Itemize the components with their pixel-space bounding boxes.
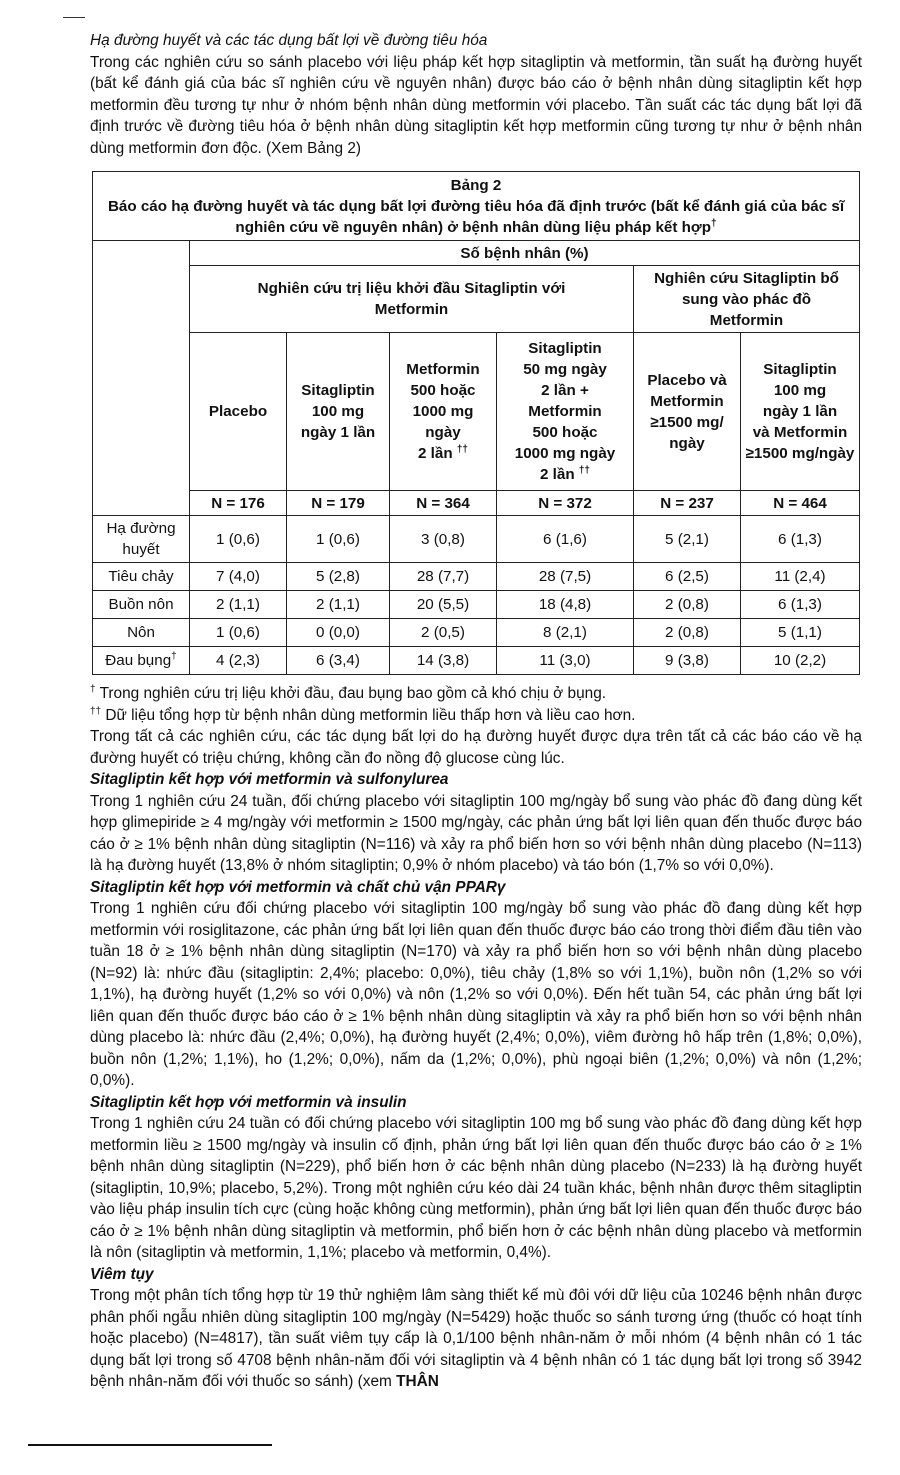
table-title: Bảng 2 — [450, 176, 502, 194]
arm-line: 100 mg — [311, 403, 365, 420]
table-cell: 1 (0,6) — [190, 619, 287, 647]
row-label: Tiêu chảy — [93, 563, 190, 591]
table-caption-cell — [93, 172, 860, 241]
footnote-text: Dữ liệu tổng hợp từ bệnh nhân dùng metformin liều thấp hơn và liều cao hơn. — [105, 706, 636, 724]
table-cell: 8 (2,1) — [497, 619, 634, 647]
table-cell: 2 (1,1) — [287, 591, 390, 619]
arm-line: 1000 mg — [412, 403, 474, 420]
arm-line: ngày 1 lần — [300, 424, 376, 441]
table-cell: 3 (0,8) — [390, 516, 497, 563]
row-label: Buồn nôn — [93, 591, 190, 619]
table-cell: 5 (1,1) — [741, 619, 860, 647]
table-cell: 11 (2,4) — [741, 563, 860, 591]
section-heading: Viêm tụy — [90, 1265, 154, 1283]
table-caption — [96, 196, 856, 238]
caption-mark: † — [711, 217, 717, 229]
footnote-2 — [90, 705, 862, 727]
table-cell: 10 (2,2) — [741, 647, 860, 675]
table-cell: 2 (0,8) — [634, 619, 741, 647]
n-value: N = 176 — [190, 491, 287, 516]
table-cell: 2 (0,8) — [634, 591, 741, 619]
arm-line: ngày — [425, 424, 461, 441]
arm-line: 500 hoặc — [532, 424, 598, 441]
arm-line-with-mark — [500, 464, 630, 485]
table-cell: 6 (2,5) — [634, 563, 741, 591]
arm-line: Sitagliptin — [528, 340, 602, 357]
arm-line: Placebo — [208, 403, 268, 420]
table-cell: 9 (3,8) — [634, 647, 741, 675]
arm-mark: †† — [578, 464, 590, 476]
row-label-cell — [93, 647, 190, 675]
arm-header — [287, 333, 390, 491]
table-row — [93, 647, 860, 675]
table-cell: 20 (5,5) — [390, 591, 497, 619]
arm-line: ≥1500 mg/ngày — [745, 445, 855, 462]
intro-block — [90, 30, 862, 159]
arm-line: Sitagliptin — [763, 361, 837, 378]
table-row — [93, 516, 860, 563]
arm-header — [190, 333, 287, 491]
table-cell: 6 (1,3) — [741, 516, 860, 563]
row-mark: † — [171, 650, 177, 662]
section-paragraph — [90, 1285, 862, 1393]
arm-line: ngày — [669, 434, 705, 452]
arm-header — [497, 333, 634, 491]
arm-line: ≥1500 mg/ — [650, 413, 724, 431]
arm-line: và Metformin — [752, 424, 848, 441]
table-2 — [92, 171, 860, 675]
arm-line: 2 lần + — [541, 382, 589, 399]
table-cell: 28 (7,5) — [497, 563, 634, 591]
arm-line: 50 mg ngày — [523, 361, 607, 378]
footnote-text: Trong nghiên cứu trị liệu khởi đầu, đau bụng bao gồm cả khó chịu ở bụng. — [99, 685, 607, 702]
table-cell: 14 (3,8) — [390, 647, 497, 675]
n-value: N = 372 — [497, 491, 634, 516]
table-cell: 6 (3,4) — [287, 647, 390, 675]
table-cell: 5 (2,8) — [287, 563, 390, 591]
table-cell: 6 (1,3) — [741, 591, 860, 619]
arm-header — [634, 333, 741, 491]
footnote-mark: † — [90, 683, 96, 695]
arm-line-with-mark — [393, 443, 493, 464]
footnote-1 — [90, 683, 862, 705]
corner-cell — [93, 241, 190, 516]
arm-line: 100 mg — [773, 382, 827, 399]
table-cell: 5 (2,1) — [634, 516, 741, 563]
bottom-rule — [28, 1444, 272, 1446]
table-caption-text: Báo cáo hạ đường huyết và tác dụng bất lợi đường tiêu hóa đã định trước (bất kể đánh giá của bác sĩ nghiên cứu về nguyên nhân) ở bệnh nhân dùng liệu pháp kết hợp — [107, 197, 845, 236]
row-label: Nôn — [93, 619, 190, 647]
section-heading: Sitagliptin kết hợp với metformin và chất chủ vận PPARγ — [90, 878, 506, 896]
footnotes — [90, 683, 862, 769]
table-cell: 7 (4,0) — [190, 563, 287, 591]
top-rule — [63, 17, 85, 18]
arm-line: 2 lần — [418, 445, 453, 462]
arm-line: Placebo và — [647, 371, 727, 389]
section-text-bold: THÂN — [396, 1373, 439, 1390]
table-cell: 6 (1,6) — [497, 516, 634, 563]
arm-line: Sitagliptin — [301, 382, 375, 399]
body-block — [90, 683, 862, 1393]
section-paragraph: Trong 1 nghiên cứu 24 tuần có đối chứng placebo với sitagliptin 100 mg bổ sung vào phác đồ đang dùng kết hợp metformin liều ≥ 1500 mg/ngày và insulin cố định, phản ứng bất lợi liên quan đến thuốc được báo cáo ở ≥ 1% bệnh nhân dùng sitagliptin (N=229), phổ biến hơn ở các bệnh nhân dùng placebo (N=233) là hạ đường huyết (sitagliptin, 10,9%; placebo, 5,2%). Trong một nghiên cứu kéo dài 24 tuần khác, bệnh nhân được thêm sitagliptin vào liệu pháp insulin tích cực (cùng hoặc không cùng metformin), phản ứng bất lợi liên quan đến thuốc được báo cáo ở ≥ 1% bệnh nhân dùng sitagliptin và metformin, phổ biến hơn ở các bệnh nhân dùng placebo và metformin là nôn (sitagliptin và metformin, 1,1%; placebo và metformin, 0,4%). — [90, 1115, 862, 1261]
table-row — [93, 619, 860, 647]
arm-header — [390, 333, 497, 491]
hypoglycemia-note: Trong tất cả các nghiên cứu, các tác dụng bất lợi do hạ đường huyết được dựa trên tất cả các báo cáo về hạ đường huyết có triệu chứng, không cần đo nồng độ glucose cùng lúc. — [90, 728, 862, 767]
n-value: N = 464 — [741, 491, 860, 516]
arm-line: 2 lần — [540, 466, 575, 483]
row-label: Hạ đường huyết — [93, 516, 190, 563]
group-initial-therapy: Nghiên cứu trị liệu khởi đầu Sitagliptin với Metformin — [190, 266, 634, 333]
table-cell: 28 (7,7) — [390, 563, 497, 591]
section-heading: Sitagliptin kết hợp với metformin và sulfonylurea — [90, 771, 449, 788]
section-text: Trong một phân tích tổng hợp từ 19 thử nghiệm lâm sàng thiết kế mù đôi với dữ liệu của 10246 bệnh nhân được phân phối ngẫu nhiên dùng sitagliptin 100 mg/ngày (N=5429) hoặc thuốc so sánh tương ứng (thuốc có hoạt tính hoặc placebo) (N=4817), tần suất viêm tụy cấp là 0,1/100 bệnh nhân-năm ở mỗi nhóm (4 bệnh nhân có 1 tác dụng bất lợi trong số 4708 bệnh nhân-năm đối với sitagliptin và 4 bệnh nhân có 1 tác dụng bất lợi trong số 3942 bệnh nhân-năm đối với thuốc so sánh) (xem — [90, 1287, 862, 1390]
table-row — [93, 591, 860, 619]
intro-heading: Hạ đường huyết và các tác dụng bất lợi về đường tiêu hóa — [90, 32, 488, 49]
patients-header: Số bệnh nhân (%) — [190, 241, 860, 266]
intro-paragraph: Trong các nghiên cứu so sánh placebo với liệu pháp kết hợp sitagliptin và metformin, tần suất hạ đường huyết (bất kể đánh giá của bác sĩ nghiên cứu về nguyên nhân) được báo cáo ở bệnh nhân dùng sitagliptin kết hợp metformin đều tương tự như ở nhóm bệnh nhân dùng metformin với placebo. Tần suất các tác dụng bất lợi đã định trước về đường tiêu hóa ở bệnh nhân dùng sitagliptin kết hợp metformin cũng tương tự như ở bệnh nhân dùng metformin đơn độc. (Xem Bảng 2) — [90, 53, 862, 157]
group-add-on: Nghiên cứu Sitagliptin bổ sung vào phác đồ Metformin — [634, 266, 860, 333]
arm-header — [741, 333, 860, 491]
table-cell: 2 (0,5) — [390, 619, 497, 647]
row-label: Đau bụng — [105, 652, 172, 669]
arm-mark: †† — [456, 443, 468, 455]
arm-line: Metformin — [528, 403, 602, 420]
n-value: N = 237 — [634, 491, 741, 516]
table-cell: 0 (0,0) — [287, 619, 390, 647]
footnote-mark: †† — [90, 705, 102, 717]
table-cell: 4 (2,3) — [190, 647, 287, 675]
section-paragraph: Trong 1 nghiên cứu 24 tuần, đối chứng placebo với sitagliptin 100 mg/ngày bổ sung vào phác đồ đang dùng kết hợp glimepiride ≥ 4 mg/ngày với metformin ≥ 1500 mg/ngày, các phản ứng bất lợi liên quan đến thuốc được báo cáo ở ≥ 1% bệnh nhân dùng sitagliptin (N=116) và xảy ra phổ biến hơn so với bệnh nhân dùng placebo (N=113) là hạ đường huyết (13,8% ở nhóm sitagliptin; 0,9% ở nhóm placebo) và táo bón (1,7% so với 0,0%). — [90, 792, 862, 874]
table-cell: 11 (3,0) — [497, 647, 634, 675]
arm-line: Metformin — [650, 392, 724, 410]
arm-line: 500 hoặc — [410, 382, 476, 399]
table-cell: 2 (1,1) — [190, 591, 287, 619]
section-heading: Sitagliptin kết hợp với metformin và insulin — [90, 1093, 407, 1111]
arm-line: 1000 mg ngày — [514, 445, 616, 462]
table-cell: 1 (0,6) — [190, 516, 287, 563]
n-value: N = 179 — [287, 491, 390, 516]
arm-line: ngày 1 lần — [762, 403, 838, 420]
n-value: N = 364 — [390, 491, 497, 516]
arm-line: Metformin — [406, 361, 480, 378]
section-paragraph: Trong 1 nghiên cứu đối chứng placebo với sitagliptin 100 mg/ngày bổ sung vào phác đồ đang dùng kết hợp metformin với rosiglitazone, các phản ứng bất lợi liên quan đến thuốc được báo cáo trong thời điểm đầu tiên vào tuần 18 ở ≥ 1% bệnh nhân dùng sitagliptin (N=170) và xảy ra phổ biến hơn so với bệnh nhân dùng placebo (N=92) là: nhức đầu (sitagliptin: 2,4%; placebo: 0,0%), tiêu chảy (1,8% so với 1,1%), buồn nôn (1,2% so với 1,1%), hạ đường huyết (1,2% so với 0,0%) và nôn (1,2% so với 0,0%). Đến hết tuần 54, các phản ứng bất lợi liên quan đến thuốc được báo cáo ở ≥ 1% bệnh nhân dùng sitagliptin và xảy ra phổ biến hơn so với bệnh nhân dùng placebo là: nhức đầu (2,4%; 0,0%), hạ đường huyết (2,4%; 0,0%), viêm đường hô hấp trên (1,8%; 0,0%), buồn nôn (1,2%; 1,1%), ho (1,2%; 0,0%), nấm da (1,2%; 0,0%), phù ngoại biên (1,2%; 0,0%) và nôn (1,2%; 0,0%). — [90, 900, 862, 1089]
table-cell: 1 (0,6) — [287, 516, 390, 563]
table-row — [93, 563, 860, 591]
table-cell: 18 (4,8) — [497, 591, 634, 619]
